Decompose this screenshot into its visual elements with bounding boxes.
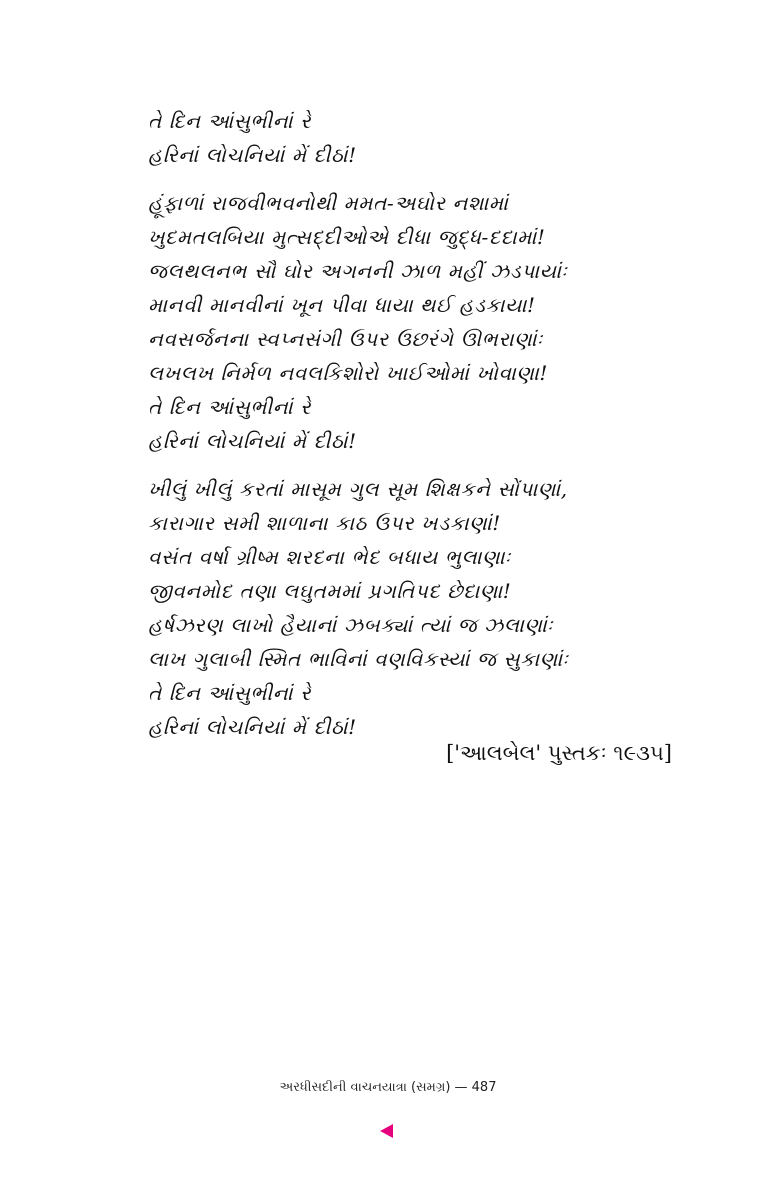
poem-line: ખુદમતલબિયા મુત્સદ્દીઓએ દીધા જુદ્ધ-દદામાં! — [148, 225, 546, 249]
poem-line: જલથલનભ સૌ ઘોર અગનની ઝાળ મહીં ઝડપાયાંઃ — [148, 259, 568, 283]
poem-line: તે દિન આંસુભીનાં રે — [148, 109, 312, 133]
poem-line: હર્ષઝરણ લાખો હૈયાનાં ઝબક્યાં ત્યાં જ ઝલાણાંઃ — [148, 613, 554, 637]
poem-line: કારાગાર સમી શાળાના કાઠ ઉપર ખડકાણાં! — [148, 511, 501, 535]
poem-line: માનવી માનવીનાં ખૂન પીવા ધાયા થઈ હડકાયા! — [148, 293, 536, 317]
source-citation: ['આલબેલ' પુસ્તકઃ ૧૯૩૫] — [446, 741, 672, 765]
poem-line: ખીલું ખીલું કરતાં માસૂમ ગુલ સૂમ શિક્ષકને સોંપાણાં, — [148, 477, 568, 501]
poem-stanza-2 — [148, 186, 688, 458]
poem-line: વસંત વર્ષા ગ્રીષ્મ શરદના ભેદ બધાય ભુલાણાઃ — [148, 545, 511, 569]
poem-line: હરિનાં લોચનિયાં મેં દીઠાં! — [148, 143, 357, 167]
poem-line: જીવનમોદ તણા લઘુતમમાં પ્રગતિપદ છેદાણા! — [148, 579, 512, 603]
poem-line: નવસર્જનના સ્વપ્નસંગી ઉપર ઉછરંગે ઊભરાણાંઃ — [148, 327, 543, 351]
poem-line: તે દિન આંસુભીનાં રે — [148, 681, 312, 705]
poem-line: હૂંફાળાં રાજવીભવનોથી મમત-અઘોર નશામાં — [148, 191, 509, 215]
poem-line: તે દિન આંસુભીનાં રે — [148, 395, 312, 419]
page-footer: અરધીસદીની વાચનયાત્રા (સમગ્ર) — 487 — [279, 1080, 497, 1095]
previous-page-triangle-icon[interactable] — [380, 1124, 393, 1138]
poem-line: લખલખ નિર્મળ નવલકિશોરો ખાઈઓમાં ખોવાણા! — [148, 361, 548, 385]
poem-line: હરિનાં લોચનિયાં મેં દીઠાં! — [148, 429, 357, 453]
poem-line: લાખ ગુલાબી સ્મિત ભાવિનાં વણવિકસ્યાં જ સુકાણાંઃ — [148, 647, 569, 671]
poem-line: હરિનાં લોચનિયાં મેં દીઠાં! — [148, 715, 357, 739]
poem-stanza-1 — [148, 104, 688, 172]
poem-body — [148, 104, 688, 758]
poem-stanza-3 — [148, 472, 688, 744]
